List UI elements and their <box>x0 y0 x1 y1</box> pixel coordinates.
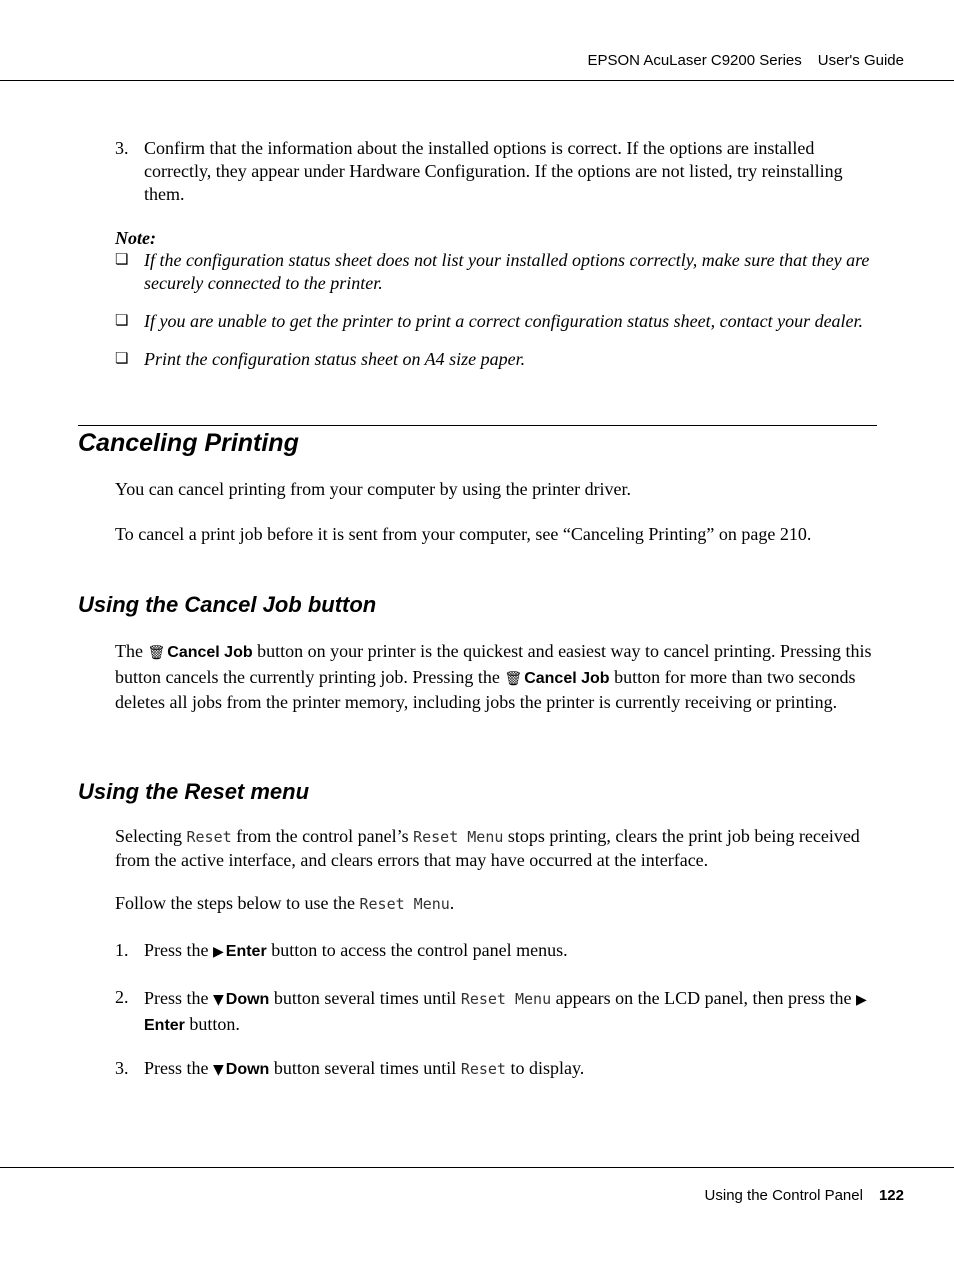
text-run: button several times until <box>269 988 461 1008</box>
triangle-right-icon: ▶ <box>213 944 224 960</box>
step-text <box>144 986 880 1038</box>
text-run: stops printing, clears the print job being received from the active interface, and clears errors that may have occurred at the interface. <box>115 826 860 870</box>
text-run: Follow the steps below to use the <box>115 893 360 913</box>
header-product: EPSON AcuLaser C9200 Series <box>587 52 802 69</box>
note-item: Print the configuration status sheet on A4 size paper. <box>144 349 526 369</box>
footer-divider <box>0 1167 954 1168</box>
subsection-title: Using the Cancel Job button <box>78 592 377 617</box>
enter-button-label: Enter <box>144 1017 185 1034</box>
section-paragraph: To cancel a print job before it is sent from your computer, see “Canceling Printing” on page 210. <box>115 524 812 544</box>
footer-chapter: Using the Control Panel <box>704 1187 863 1204</box>
page-footer <box>705 1187 904 1204</box>
subsection-title: Using the Reset menu <box>78 779 310 804</box>
step-number: 3. <box>115 138 129 158</box>
checkbox-bullet-icon: ❏ <box>115 252 129 268</box>
page-header <box>587 52 904 69</box>
step-number: 1. <box>115 940 129 960</box>
cancel-job-paragraph <box>115 640 880 715</box>
reset-paragraph <box>115 825 880 872</box>
text-run: button on your printer is the quickest and easiest way to cancel printing. Pressing this button cancels the currently printing job. Pressing the <box>115 641 872 687</box>
checkbox-bullet-icon: ❏ <box>115 351 129 367</box>
lcd-code: Reset Menu <box>413 828 504 846</box>
page-number: 122 <box>878 1187 904 1204</box>
trash-icon: 🗑 <box>504 670 523 687</box>
lcd-code: Reset <box>186 828 232 846</box>
text-run: to display. <box>505 1058 585 1078</box>
reset-paragraph <box>115 892 880 916</box>
text-run: button for more than two seconds deletes all jobs from the printer memory, including jobs the printer is currently receiving or printing. <box>115 666 856 712</box>
step-text <box>144 939 880 964</box>
down-button-label: Down <box>225 1061 270 1078</box>
text-run: button several times until <box>269 1058 461 1078</box>
text-run: Press the <box>144 988 213 1008</box>
enter-button-label: Enter <box>225 943 267 960</box>
text-run: Press the <box>144 940 213 960</box>
trash-icon: 🗑 <box>147 645 166 661</box>
lcd-code: Reset Menu <box>460 990 552 1008</box>
cancel-job-button-label: Cancel Job <box>167 644 253 661</box>
triangle-down-icon: ▼ <box>213 992 224 1008</box>
header-divider <box>0 80 954 81</box>
cancel-job-button-label: Cancel Job <box>524 669 610 687</box>
text-run: button. <box>184 1014 240 1034</box>
checkbox-bullet-icon: ❏ <box>115 313 129 329</box>
lcd-code: Reset Menu <box>359 895 450 913</box>
note-item: If you are unable to get the printer to print a correct configuration status sheet, contact your dealer. <box>144 311 864 331</box>
lcd-code: Reset <box>460 1060 506 1078</box>
note-item: If the configuration status sheet does not list your installed options correctly, make sure that they are securely connected to the printer. <box>144 250 870 293</box>
text-run: button to access the control panel menus. <box>266 940 568 960</box>
step-number: 2. <box>115 987 129 1007</box>
step-text: Confirm that the information about the installed options is correct. If the options are installed correctly, they appear under Hardware Configuration. If the options are not listed, try reinstalling them. <box>144 138 843 204</box>
down-button-label: Down <box>225 991 270 1008</box>
section-paragraph: You can cancel printing from your computer by using the printer driver. <box>115 479 632 499</box>
text-run: Selecting <box>115 826 187 846</box>
triangle-down-icon: ▼ <box>213 1062 224 1078</box>
text-run: The <box>115 641 148 661</box>
text-run: appears on the LCD panel, then press the <box>551 988 857 1008</box>
text-run: . <box>449 893 455 913</box>
text-run: Press the <box>144 1058 213 1078</box>
text-run: from the control panel’s <box>231 826 414 846</box>
section-title: Canceling Printing <box>78 429 299 457</box>
step-text <box>144 1057 880 1082</box>
step-number: 3. <box>115 1058 129 1078</box>
note-label: Note: <box>115 228 156 248</box>
header-guide: User's Guide <box>817 52 904 69</box>
triangle-right-icon: ▶ <box>856 992 867 1008</box>
